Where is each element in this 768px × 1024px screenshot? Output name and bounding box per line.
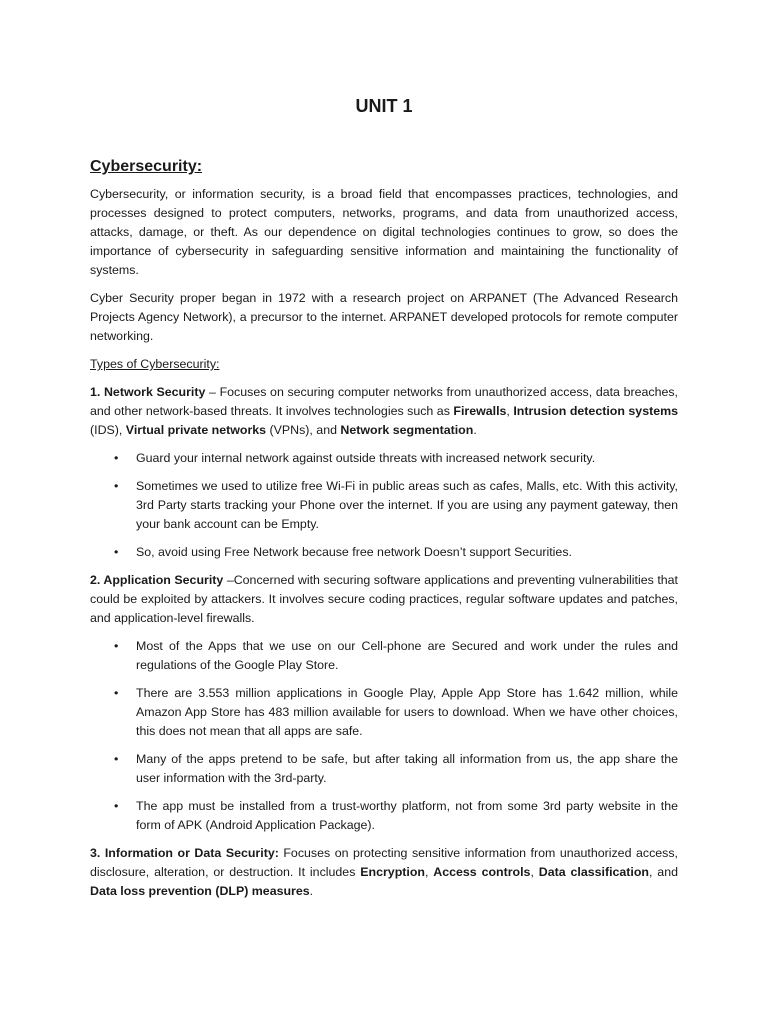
list-item: • Sometimes we used to utilize free Wi-Fi in public areas such as cafes, Malls, etc. With this activity, 3rd Party starts tracking your Phone over the internet. If you are using any payment gateway, then your bank account can be Empty. <box>136 477 678 534</box>
information-term-access-controls: Access controls <box>433 865 531 879</box>
network-term-vpn: Virtual private networks <box>125 423 267 437</box>
types-heading <box>90 355 678 374</box>
list-item: • Most of the Apps that we use on our Cell-phone are Secured and work under the rules and regulations of the Google Play Store. <box>136 637 678 675</box>
document-body <box>90 158 678 910</box>
intro-paragraph-1: Cybersecurity, or information security, is a broad field that encompasses practices, technologies, and processes designed to protect computers, networks, programs, and data from unauthorized access, attacks, damage, or theft. As our dependence on digital technologies continues to grow, so does the importance of cybersecurity in safeguarding sensitive information and maintaining the functionality of systems. <box>90 187 678 277</box>
information-security-title: 3. Information or Data Security: <box>90 846 279 860</box>
information-text-5: . <box>309 884 314 898</box>
list-item: • There are 3.553 million applications in Google Play, Apple App Store has 1.642 million, while Amazon App Store has 483 million available for users to download. When we have other choices, this does not mean that all apps are safe. <box>136 684 678 741</box>
network-term-segmentation: Network segmentation <box>340 423 474 437</box>
network-text-5: . <box>473 423 477 437</box>
network-text-2: , <box>506 404 514 418</box>
network-text-4: (VPNs), and <box>266 423 341 437</box>
list-item: • Many of the apps pretend to be safe, but after taking all information from us, the app share the user information with the 3rd-party. <box>136 750 678 788</box>
information-text-2: , <box>424 865 434 879</box>
information-security-paragraph <box>90 844 678 901</box>
list-item: • So, avoid using Free Network because free network Doesn’t support Securities. <box>136 543 678 562</box>
network-term-firewalls: Firewalls <box>453 404 507 418</box>
unit-title: UNIT 1 <box>355 96 413 116</box>
application-bullet-list <box>90 637 678 835</box>
list-item: • Guard your internal network against outside threats with increased network security. <box>136 449 678 468</box>
information-term-encryption: Encryption <box>360 865 425 879</box>
intro-paragraph-2: Cyber Security proper began in 1972 with a research project on ARPANET (The Advanced Research Projects Agency Network), a precursor to the internet. ARPANET developed protocols for remote computer networking. <box>90 291 678 343</box>
types-heading-text: Types of Cybersecurity: <box>90 357 220 371</box>
network-term-ids: Intrusion detection systems <box>513 404 679 418</box>
application-security-title: 2. Application Security <box>90 573 224 587</box>
network-security-paragraph <box>90 383 678 440</box>
application-text: –Concerned with securing software applications and preventing vulnerabilities that could be exploited by attackers. It involves secure coding practices, regular software updates and patches, and application-level firewalls. <box>90 573 678 625</box>
network-security-title: 1. Network Security <box>90 385 206 399</box>
information-term-dlp: Data loss prevention (DLP) measures <box>90 884 310 898</box>
information-text-3: , <box>530 865 539 879</box>
network-text-3: (IDS), <box>90 423 126 437</box>
list-item: • The app must be installed from a trust-worthy platform, not from some 3rd party website in the form of APK (Android Application Package). <box>136 797 678 835</box>
information-text-1: Focuses on protecting sensitive information from unauthorized access, disclosure, alteration, or destruction. It includes <box>90 846 678 879</box>
application-security-paragraph <box>90 571 678 628</box>
network-bullet-list <box>90 449 678 562</box>
network-text-1: – Focuses on securing computer networks from unauthorized access, data breaches, and other network-based threats. It involves technologies such as <box>90 385 678 418</box>
information-term-data-classification: Data classification <box>538 865 649 879</box>
information-text-4: , and <box>649 865 678 879</box>
section-heading: Cybersecurity: <box>90 158 203 175</box>
